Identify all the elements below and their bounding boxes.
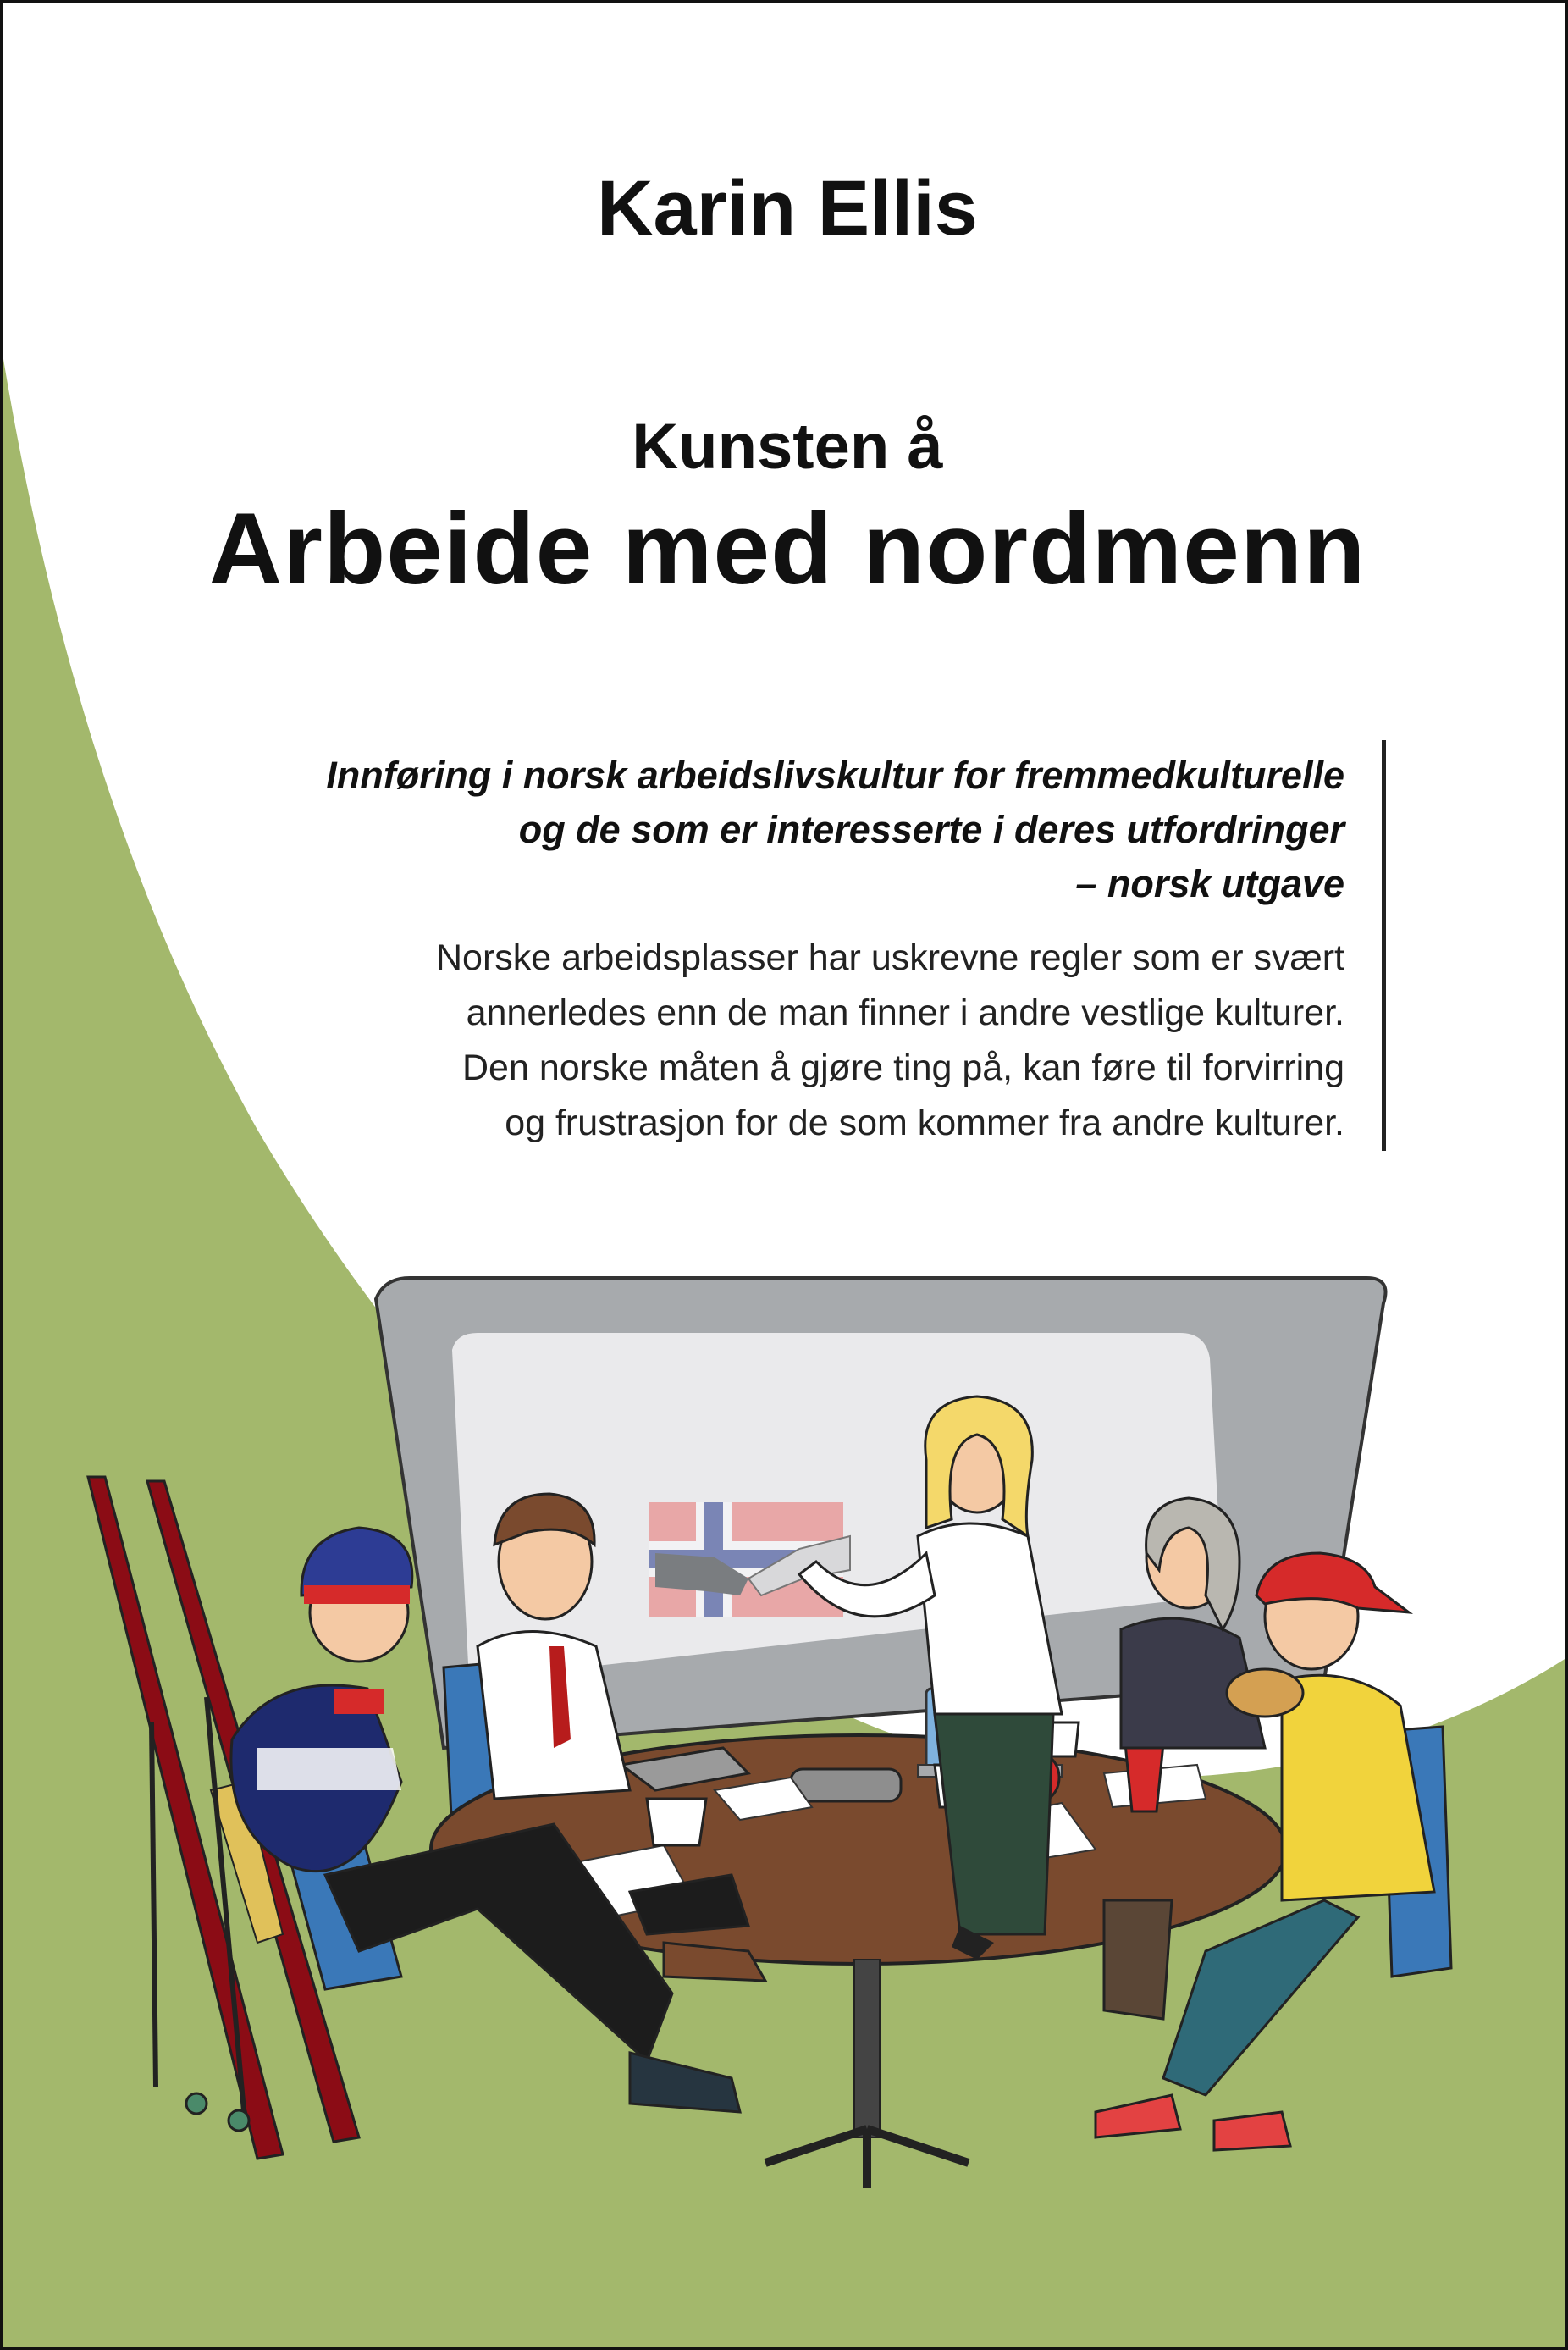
book-title: Arbeide med nordmenn <box>208 492 1366 605</box>
subtitle-line: Innføring i norsk arbeidslivskultur for fremmedkulturelle <box>326 754 1344 797</box>
blurb-line: Den norske måten å gjøre ting på, kan føre til forvirring <box>462 1048 1344 1088</box>
title-prefix: Kunsten å <box>632 411 943 483</box>
blurb <box>159 931 1344 1151</box>
subtitle-line: – norsk utgave <box>1075 862 1344 905</box>
blurb-line: og frustrasjon for de som kommer fra andre kulturer. <box>505 1103 1344 1143</box>
conference-phone <box>791 1769 901 1801</box>
author-name: Karin Ellis <box>597 165 978 252</box>
subtitle-line: og de som er interesserte i deres utfordringer <box>518 808 1344 851</box>
accent-bar <box>1382 740 1386 1151</box>
blurb-line: annerledes enn de man finner i andre vestlige kulturer. <box>466 993 1344 1033</box>
cover-illustration <box>3 3 1568 2350</box>
blurb-line: Norske arbeidsplasser har uskrevne regler som er svært <box>435 937 1344 978</box>
subtitle <box>159 749 1344 911</box>
red-cup-icon <box>1125 1744 1163 1811</box>
